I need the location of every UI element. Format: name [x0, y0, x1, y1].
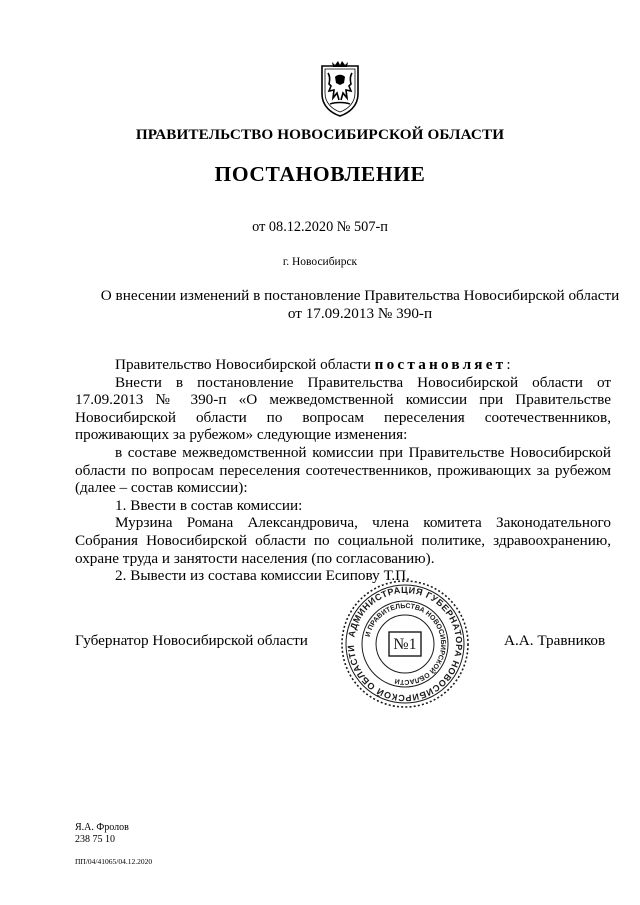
executor-phone: 238 75 10	[75, 834, 115, 845]
document-body	[75, 356, 611, 585]
document-subject	[60, 287, 640, 322]
official-seal-icon	[339, 578, 471, 710]
decree-keyword: постановляет	[374, 356, 507, 373]
paragraph-item-2: 2. Вывести из состава комиссии Есипову Т.П.	[115, 567, 410, 585]
government-name: ПРАВИТЕЛЬСТВО НОВОСИБИРСКОЙ ОБЛАСТИ	[135, 126, 505, 143]
preamble-tail: :	[506, 356, 511, 373]
subject-line-2: от 17.09.2013 № 390-п	[287, 304, 433, 322]
executor-name: Я.А. Фролов	[75, 822, 129, 833]
preamble-lead: Правительство Новосибирской области	[115, 356, 375, 373]
seal-outer-text: АДМИНИСТРАЦИЯ ГУБЕРНАТОРА НОВОСИБИРСКОЙ ОБЛАСТИ	[345, 584, 465, 704]
paragraph-item-1: 1. Ввести в состав комиссии:	[115, 496, 303, 514]
paragraph-commission: в составе межведомственной комиссии при Правительстве Новосибирской области по вопросам переселения соотечественников, проживающих за рубежом (далее – состав комиссии):	[75, 443, 611, 497]
signatory-position: Губернатор Новосибирской области	[75, 632, 308, 649]
seal-inner-text: И ПРАВИТЕЛЬСТВА НОВОСИБИРСКОЙ ОБЛАСТИ	[364, 602, 447, 686]
document-city: г. Новосибирск	[282, 256, 358, 268]
subject-line-1: О внесении изменений в постановление Правительства Новосибирской области	[100, 287, 620, 304]
paragraph-preamble	[75, 356, 611, 374]
seal-number: №1	[393, 636, 417, 653]
signatory-name: А.А. Травников	[504, 632, 606, 649]
paragraph-new-member: Мурзина Романа Александровича, члена комитета Законодательного Собрания Новосибирской области по социальной политике, здравоохранению, охране труда и занятости населения (по согласованию).	[75, 514, 611, 567]
document-type: ПОСТАНОВЛЕНИЕ	[214, 162, 426, 186]
paragraph-amendment: Внести в постановление Правительства Новосибирской области от 17.09.2013 № 390-п «О межведомственной комиссии при Правительстве Новосибирской области по вопросам переселения соотечественников, проживающих за рубежом» следующие изменения:	[75, 373, 611, 444]
document-date-number: от 08.12.2020 № 507-п	[252, 219, 388, 235]
registration-code: ПП/04/41065/04.12.2020	[75, 857, 153, 866]
coat-of-arms-icon	[318, 60, 362, 118]
